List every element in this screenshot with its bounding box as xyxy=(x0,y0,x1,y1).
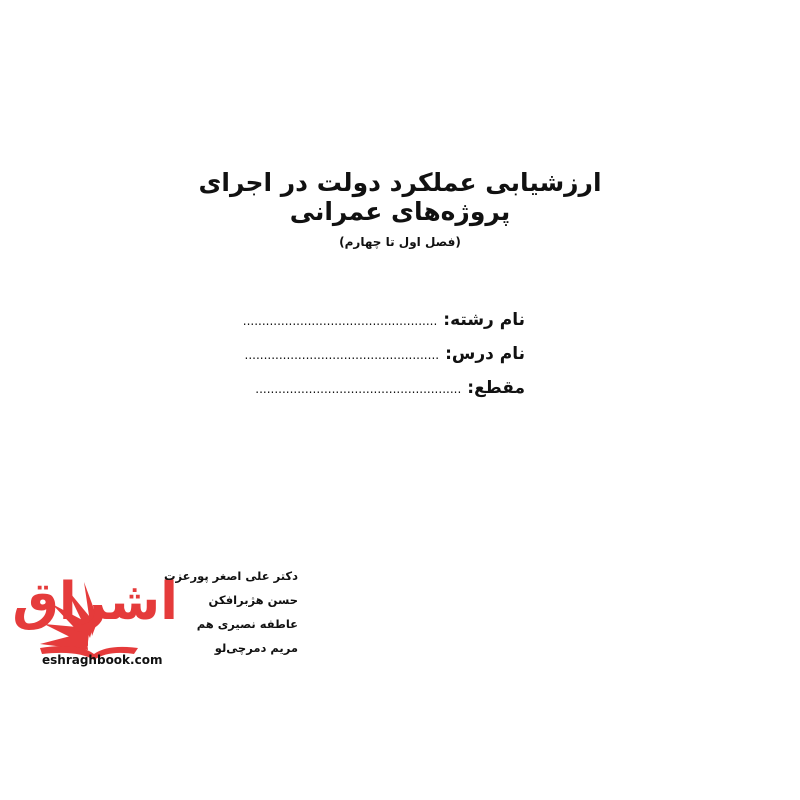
watermark-logo-text: اشراق xyxy=(12,572,178,632)
author: دکتر علی اصغر پورعزت xyxy=(163,569,298,583)
authors-list xyxy=(164,564,298,660)
watermark-url: eshraghbook.com xyxy=(42,653,163,667)
field-level xyxy=(255,378,525,398)
field-label: مقطع: xyxy=(467,378,525,398)
author: عاطفه نصیری هم xyxy=(196,617,298,631)
field-blank: ...................................................... xyxy=(255,382,462,396)
field-course xyxy=(245,344,525,364)
field-label: نام درس: xyxy=(445,344,525,364)
author: حسن هژبرافکن xyxy=(208,593,298,607)
field-blank: ................................................... xyxy=(242,314,438,328)
document-subtitle: (فصل اول تا چهارم) xyxy=(339,235,461,249)
field-major xyxy=(243,310,525,330)
field-blank: ................................................... xyxy=(244,348,440,362)
field-label: نام رشته: xyxy=(443,310,525,330)
document-title: ارزشیابی عملکرد دولت در اجرای پروژه‌های عمرانی xyxy=(198,168,602,226)
author: مریم دمرچی‌لو xyxy=(214,641,298,655)
